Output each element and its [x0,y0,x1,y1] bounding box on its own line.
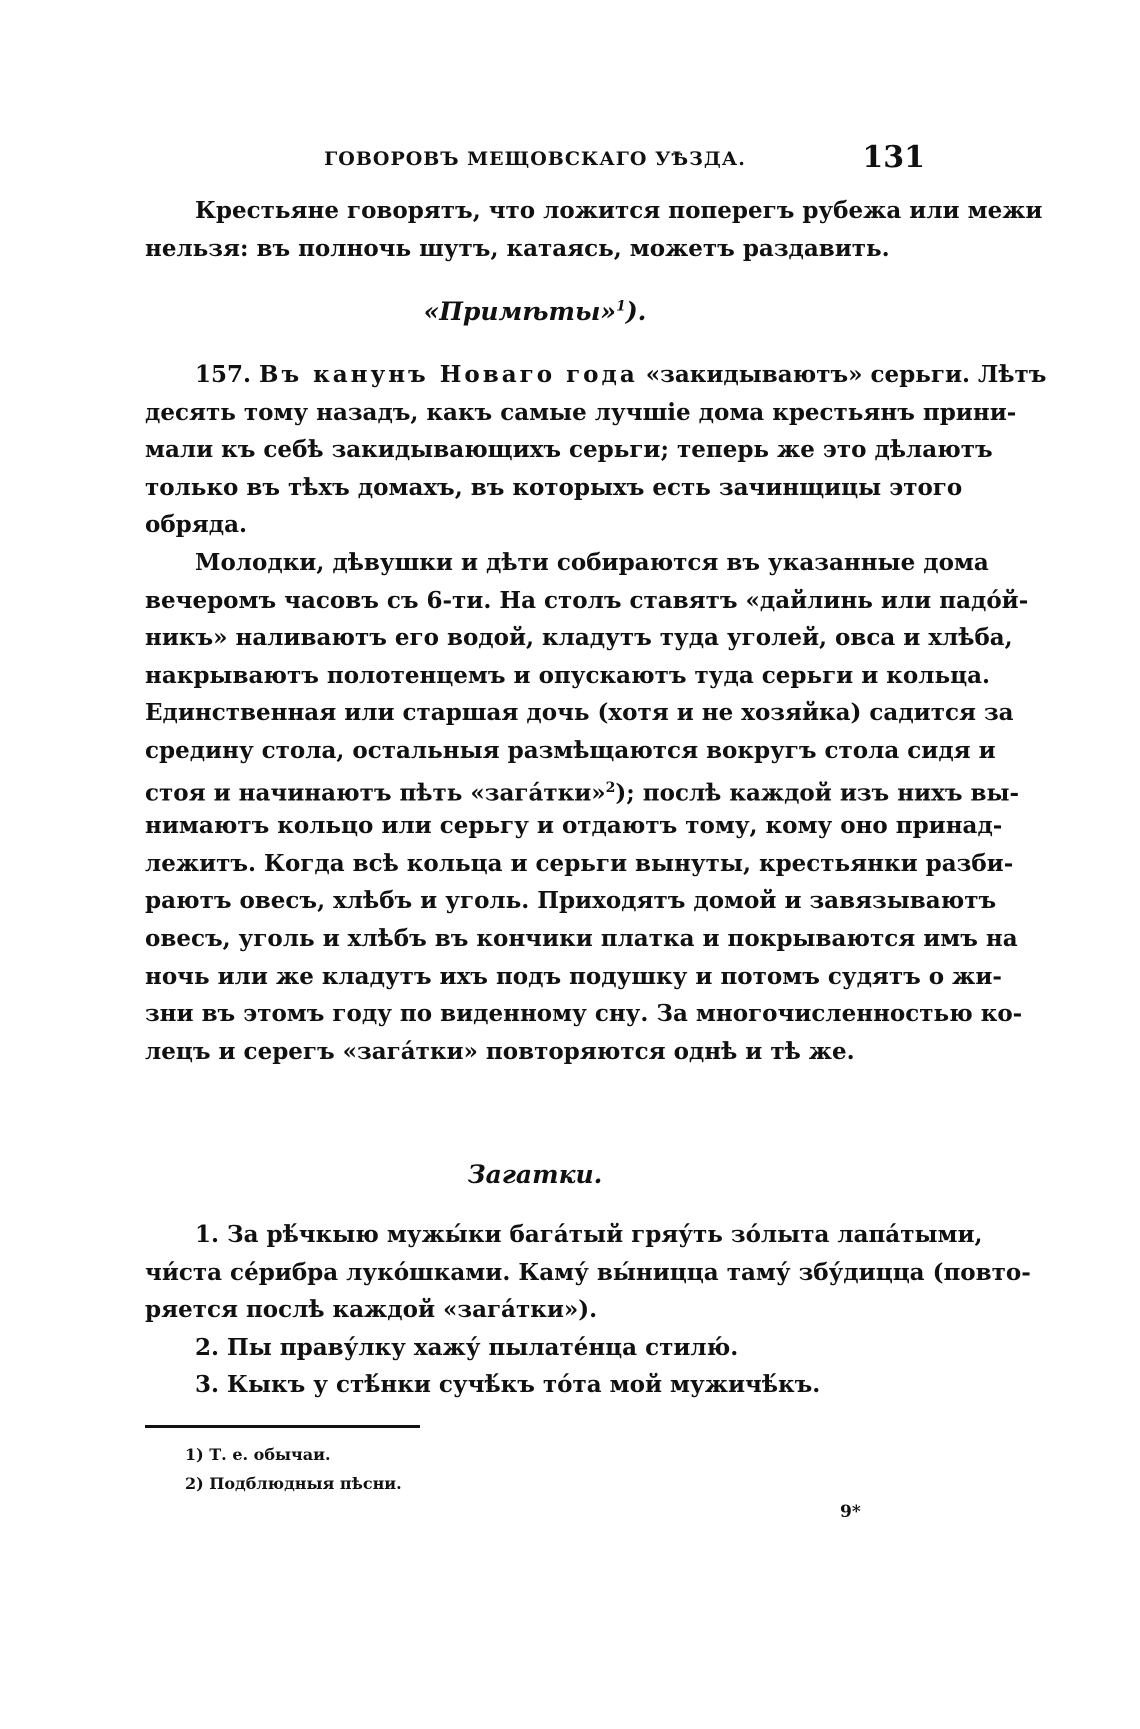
text-line: 2. Пы праву́лку хажу́ пылате́нца стилю́. [195,1333,739,1361]
paragraph-girls [145,544,1029,1070]
section-heading-primety [145,297,925,326]
text-line: обряда. [145,511,247,539]
page-header [145,140,925,180]
text-line: раютъ овесъ, хлѣбъ и уголь. Приходятъ домой и завязываютъ [145,887,997,915]
text-fragment: «закидываютъ» серьги. Лѣтъ [645,361,1047,388]
printer-signature-mark: 9* [840,1502,861,1522]
section-title: «Примѣты» [423,297,617,326]
footnote-ref: 1 [616,298,626,315]
running-title: ГОВОРОВЪ МЕЩОВСКАГО УѢЗДА. [324,148,746,170]
text-line: чи́ста се́рибра луко́шками. Каму́ вы́ницца таму́ збу́дицца (повто- [145,1258,1031,1286]
text-line: нимаютъ кольцо или серьгу и отдаютъ тому, кому оно принад- [145,812,1003,840]
text-line: никъ» наливаютъ его водой, кладутъ туда уголей, овса и хлѣба, [145,624,1013,652]
paragraph-number: 157. [195,361,252,388]
section-title: Загатки. [467,1160,603,1189]
text-line: мали къ себѣ закидывающихъ серьги; теперь же это дѣлаютъ [145,436,993,464]
text-line: Единственная или старшая дочь (хотя и не хозяйка) садится за [145,699,1014,727]
text-line: 3. Кыкъ у стѣ́нки сучѣ́къ то́та мой мужичѣ́къ. [195,1371,821,1399]
text-line [145,770,1020,808]
footnote-ref: 2 [605,779,616,796]
text-line: вечеромъ часовъ съ 6-ти. На столъ ставятъ «дайлинь или падо́й- [145,586,1029,614]
text-line: лецъ и серегъ «зага́тки» повторяются однѣ и тѣ же. [145,1037,855,1065]
zagatki-list [145,1216,1031,1404]
spaced-phrase: Въ канунъ Новаго года [259,361,638,388]
paragraph-157 [145,356,1047,544]
intro-paragraph [145,192,1043,267]
text-line: зни въ этомъ году по виденному сну. За многочисленностью ко- [145,1000,1023,1028]
text-line: 1. За рѣ́чкыю мужы́ки бага́тый гряу́ть зо́лыта лапа́тыми, [195,1221,983,1248]
section-heading-zagatki [145,1160,925,1189]
footnotes [185,1440,402,1498]
footnote-divider [145,1425,420,1428]
text-line: накрываютъ полотенцемъ и опускаютъ туда серьги и кольца. [145,661,990,689]
text-line: лежитъ. Когда всѣ кольца и серьги вынуты, крестьянки разби- [145,849,1014,877]
page-number: 131 [862,140,925,175]
section-title-end: ). [625,297,647,326]
text-line: средину стола, остальныя размѣщаются вокругъ стола сидя и [145,736,996,764]
text-line: нельзя: въ полночь шутъ, катаясь, можетъ раздавить. [145,234,890,262]
text-line: ряется послѣ каждой «зага́тки»). [145,1296,598,1324]
text-fragment: ); послѣ каждой изъ нихъ вы- [615,779,1020,807]
text-line: Молодки, дѣвушки и дѣти собираются въ указанные дома [195,549,989,576]
text-line [145,356,1047,394]
text-line: ночь или же кладутъ ихъ подъ подушку и потомъ судятъ о жи- [145,962,1002,990]
text-fragment: стоя и начинаютъ пѣть «зага́тки» [145,779,606,807]
footnote: 2) Подблюдныя пѣсни. [185,1474,402,1493]
text-line: только въ тѣхъ домахъ, въ которыхъ есть зачинщицы этого [145,473,963,501]
text-line: Крестьяне говорятъ, что ложится поперегъ рубежа или межи [195,197,1043,224]
text-line: овесъ, уголь и хлѣбъ въ кончики платка и покрываются имъ на [145,924,1018,952]
footnote: 1) Т. е. обычаи. [185,1445,331,1464]
text-line: десять тому назадъ, какъ самые лучшіе дома крестьянъ прини- [145,398,1017,426]
